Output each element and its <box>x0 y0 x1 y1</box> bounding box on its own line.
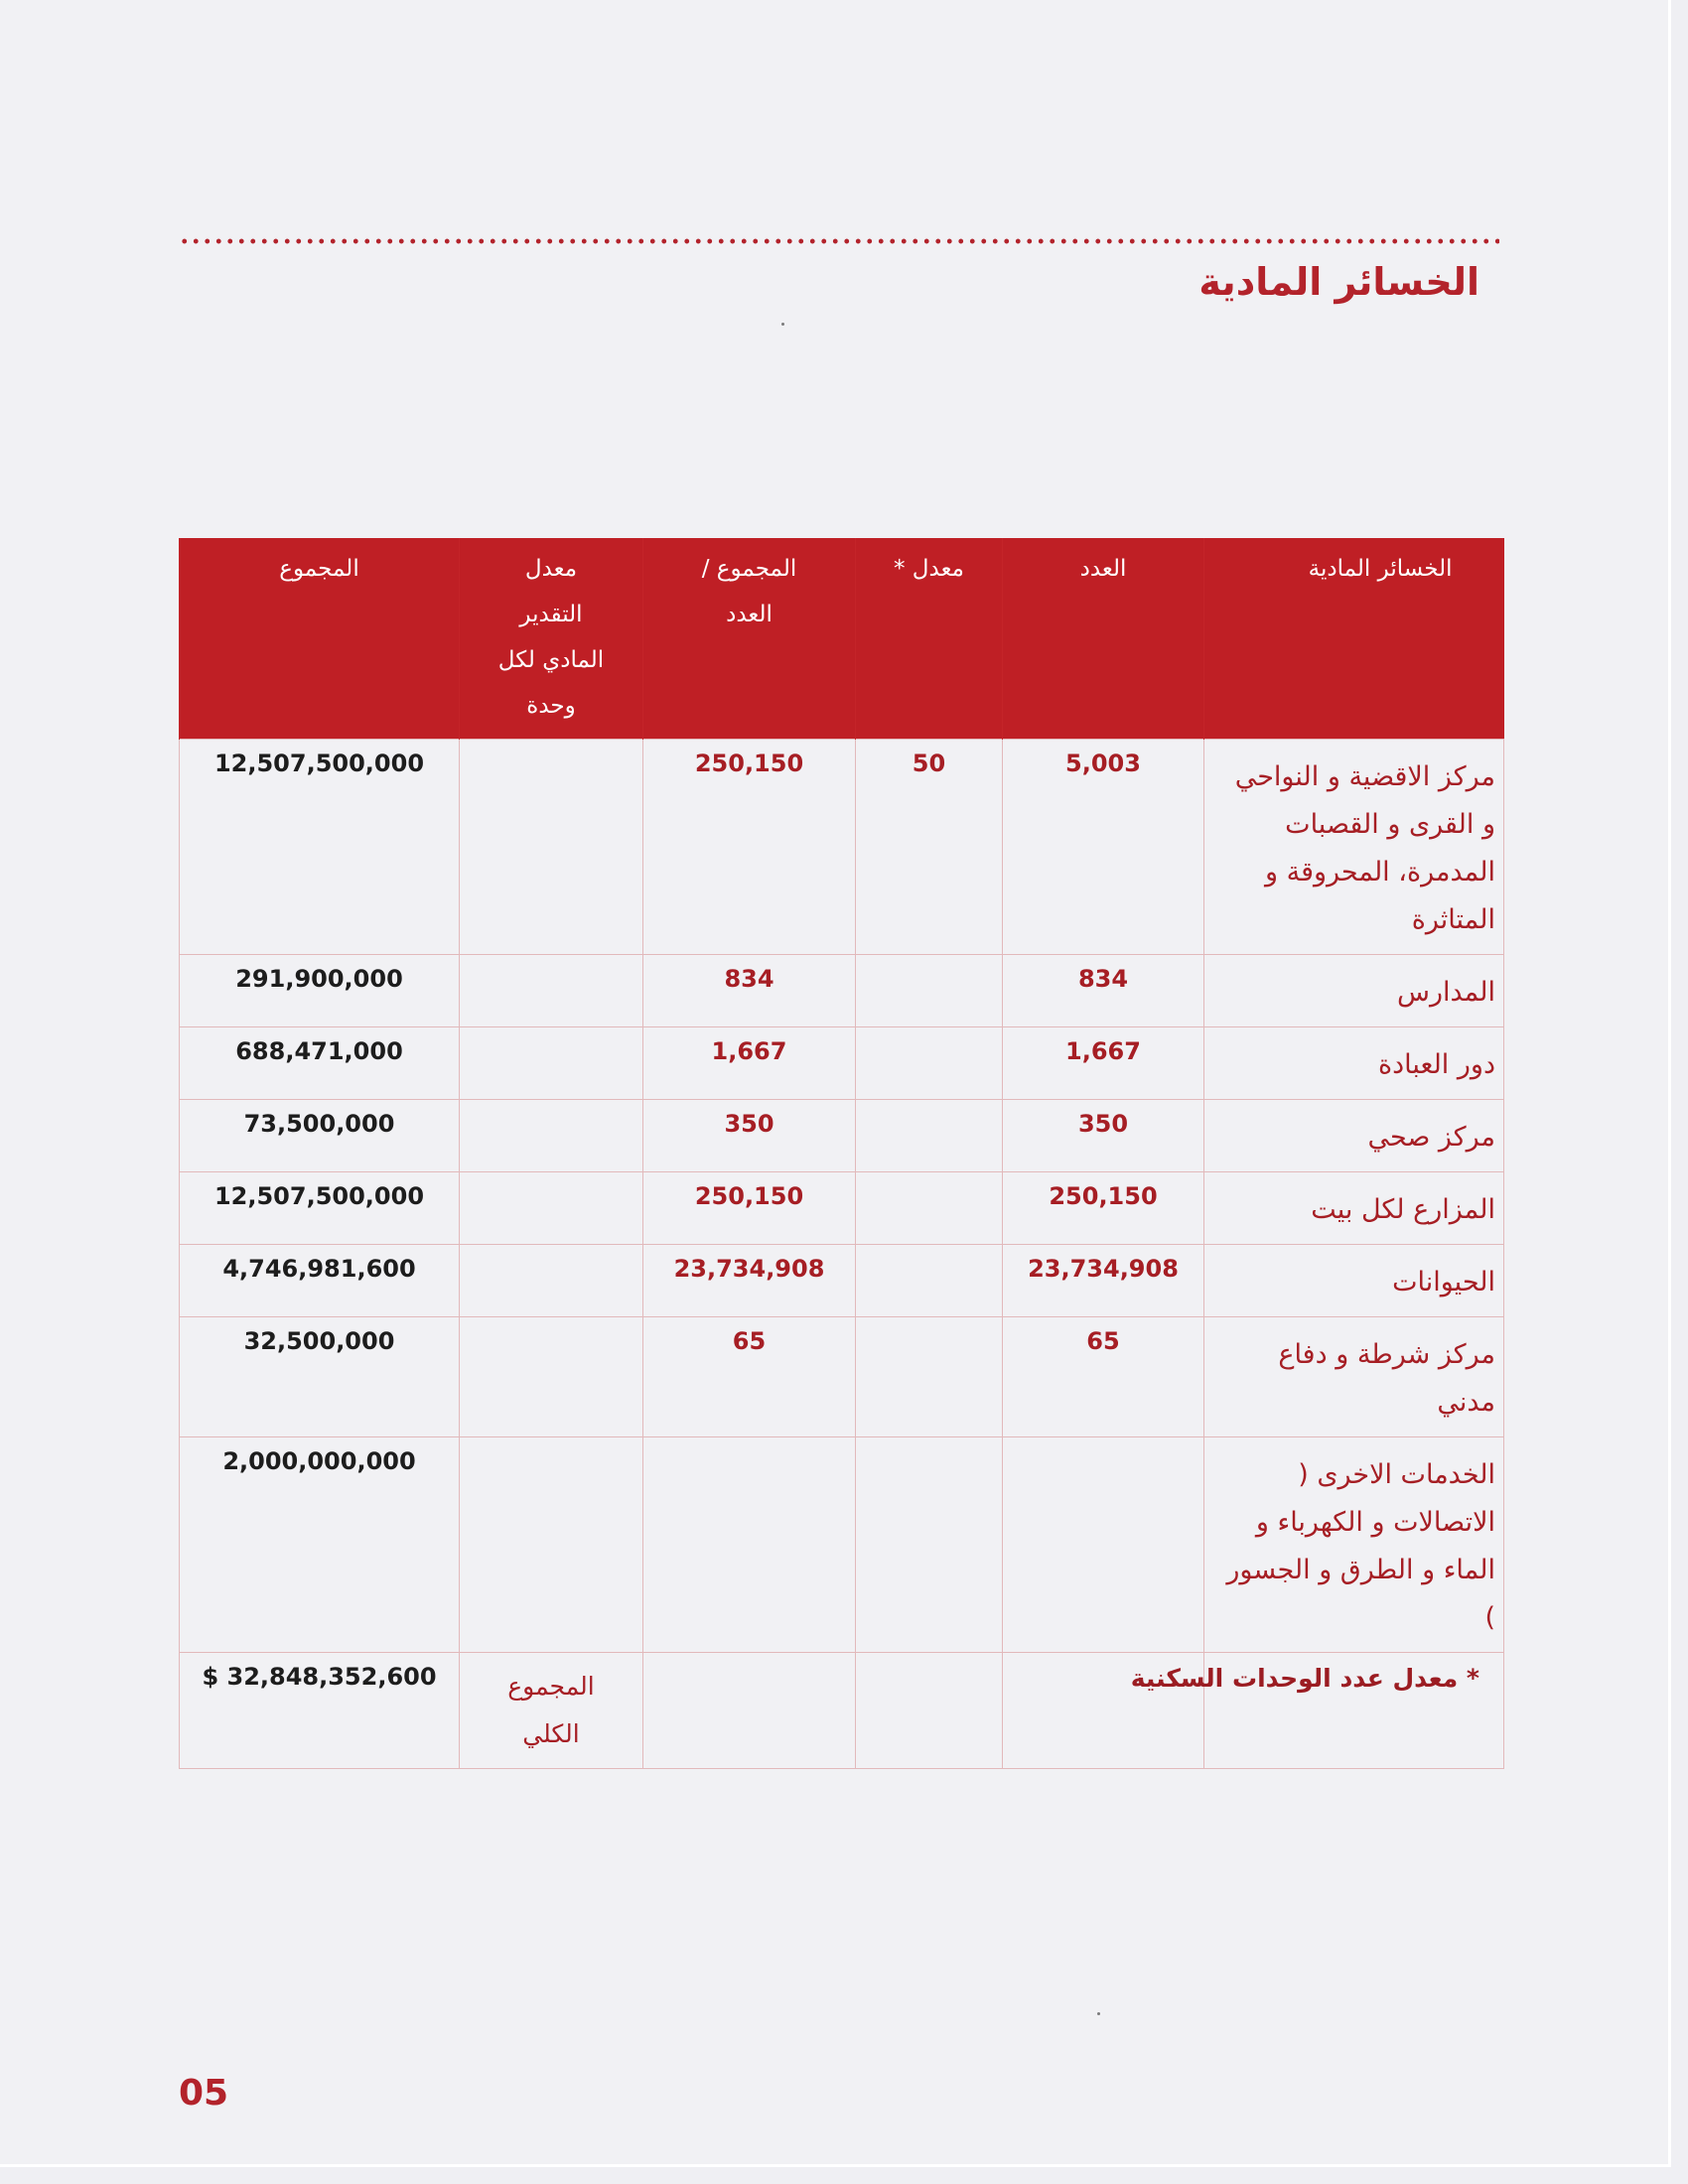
rate-cell <box>856 1100 1003 1172</box>
rate-cell <box>856 1027 1003 1100</box>
header-cell: المجموع <box>180 538 460 740</box>
unit-estimate-cell <box>460 1027 643 1100</box>
total-cell: 688,471,000 <box>180 1027 460 1100</box>
count-cell: 350 <box>1003 1100 1204 1172</box>
page-number: 05 <box>179 2073 229 2114</box>
rate-cell: 50 <box>856 740 1003 955</box>
dotted-divider <box>179 238 1499 244</box>
table-row <box>180 740 1504 955</box>
count-cell: 65 <box>1003 1317 1204 1437</box>
row-label: المزارع لكل بيت <box>1204 1172 1504 1245</box>
table-row <box>180 1437 1504 1653</box>
page-title: الخسائر المادية <box>1198 260 1479 304</box>
total-cell: 32,500,000 <box>180 1317 460 1437</box>
header-cell: معدل * <box>856 538 1003 740</box>
total-count-cell: 1,667 <box>643 1027 856 1100</box>
empty-cell <box>856 1653 1003 1769</box>
table-row <box>180 955 1504 1027</box>
total-cell: 2,000,000,000 <box>180 1437 460 1653</box>
unit-estimate-cell <box>460 740 643 955</box>
unit-estimate-cell <box>460 1245 643 1317</box>
unit-estimate-cell <box>460 1100 643 1172</box>
count-cell: 23,734,908 <box>1003 1245 1204 1317</box>
rate-cell <box>856 1172 1003 1245</box>
total-count-cell: 250,150 <box>643 740 856 955</box>
total-cell: 4,746,981,600 <box>180 1245 460 1317</box>
row-label: مركز الاقضية و النواحي و القرى و القصبات المدمرة، المحروقة و المتاثرة <box>1204 740 1504 955</box>
rate-cell <box>856 1317 1003 1437</box>
grand-total-label: المجموع الكلي <box>460 1653 643 1769</box>
row-label: الخدمات الاخرى ( الاتصالات و الكهرباء و الماء و الطرق و الجسور ) <box>1204 1437 1504 1653</box>
count-cell: 250,150 <box>1003 1172 1204 1245</box>
table-row <box>180 1245 1504 1317</box>
grand-total-value: $ 32,848,352,600 <box>180 1653 460 1769</box>
table-row <box>180 1027 1504 1100</box>
count-cell: 834 <box>1003 955 1204 1027</box>
row-label: دور العبادة <box>1204 1027 1504 1100</box>
header-cell: الخسائر المادية <box>1204 538 1504 740</box>
total-count-cell: 834 <box>643 955 856 1027</box>
count-cell: 5,003 <box>1003 740 1204 955</box>
total-cell: 291,900,000 <box>180 955 460 1027</box>
table-row <box>180 1100 1504 1172</box>
total-count-cell: 65 <box>643 1317 856 1437</box>
row-label: مركز صحي <box>1204 1100 1504 1172</box>
row-label: الحيوانات <box>1204 1245 1504 1317</box>
total-cell: 73,500,000 <box>180 1100 460 1172</box>
rate-cell <box>856 1245 1003 1317</box>
header-cell: العدد <box>1003 538 1204 740</box>
rate-cell <box>856 1437 1003 1653</box>
rate-cell <box>856 955 1003 1027</box>
total-count-cell: 23,734,908 <box>643 1245 856 1317</box>
table-row <box>180 1172 1504 1245</box>
table-row <box>180 1317 1504 1437</box>
scan-speck <box>1097 2012 1100 2015</box>
unit-estimate-cell <box>460 955 643 1027</box>
header-cell: معدل التقدير المادي لكل وحدة <box>460 538 643 740</box>
unit-estimate-cell <box>460 1437 643 1653</box>
footnote: * معدل عدد الوحدات السكنية <box>1130 1664 1479 1693</box>
row-label: المدارس <box>1204 955 1504 1027</box>
total-count-cell <box>643 1437 856 1653</box>
row-label: مركز شرطة و دفاع مدني <box>1204 1317 1504 1437</box>
total-count-cell: 350 <box>643 1100 856 1172</box>
unit-estimate-cell <box>460 1172 643 1245</box>
total-cell: 12,507,500,000 <box>180 740 460 955</box>
unit-estimate-cell <box>460 1317 643 1437</box>
empty-cell <box>643 1653 856 1769</box>
count-cell <box>1003 1437 1204 1653</box>
count-cell: 1,667 <box>1003 1027 1204 1100</box>
losses-table <box>179 538 1504 1769</box>
total-cell: 12,507,500,000 <box>180 1172 460 1245</box>
header-cell: المجموع / العدد <box>643 538 856 740</box>
table-header-row <box>180 538 1504 740</box>
total-count-cell: 250,150 <box>643 1172 856 1245</box>
scan-speck <box>781 323 784 326</box>
